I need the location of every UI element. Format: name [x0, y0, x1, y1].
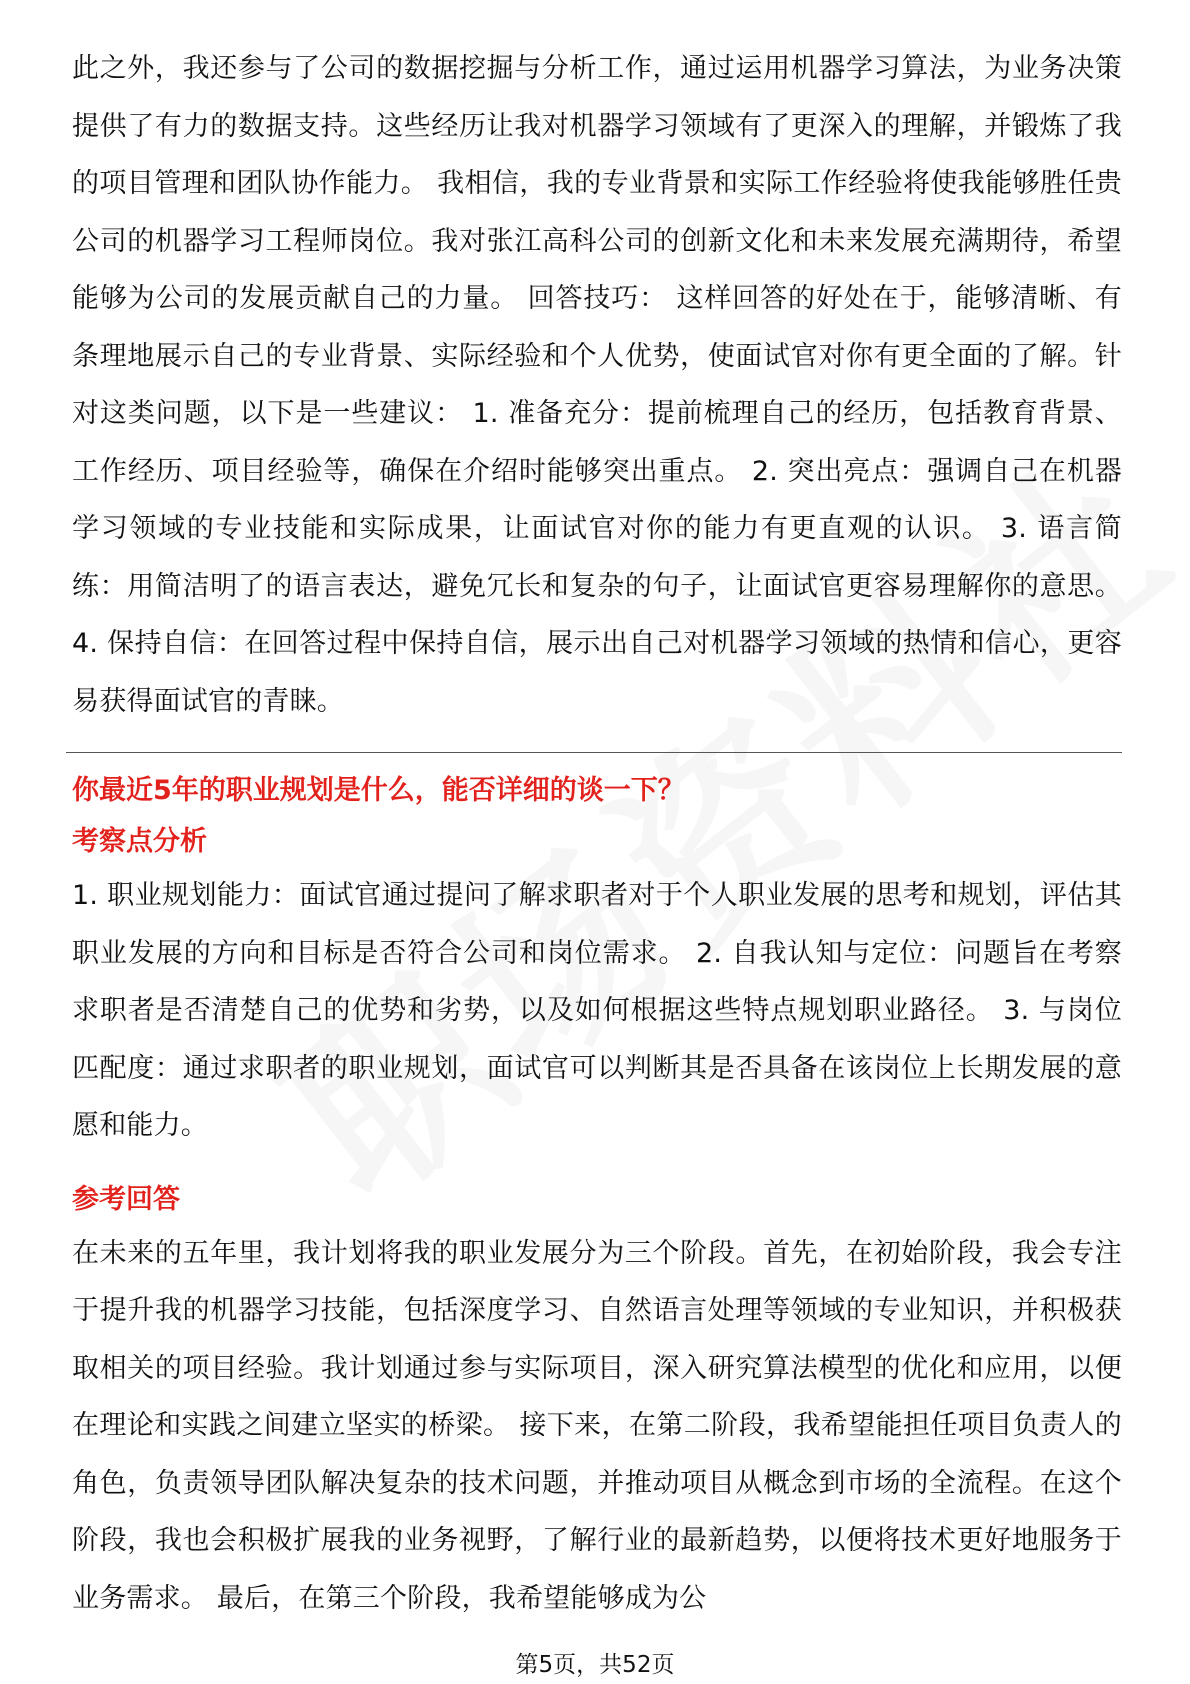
answer-title: 参考回答 — [72, 1183, 180, 1215]
question-heading: 你最近5年的职业规划是什么，能否详细的谈一下？ — [72, 775, 685, 806]
analysis-body: 1. 职业规划能力：面试官通过提问了解求职者对于个人职业发展的思考和规划，评估其职业发展的方向和目标是否符合公司和岗位需求。 2. 自我认知与定位：问题旨在考察求职者是否清楚自己的优势和劣势，以及如何根据这些特点规划职业路径。 3. 与岗位匹配度：通过求职者的职业规划，面试官可以判断其是否具备在该岗位上长期发展的意愿和能力。 — [72, 880, 1122, 1141]
analysis-title: 考察点分析 — [72, 826, 207, 857]
intro-paragraph: 此之外，我还参与了公司的数据挖掘与分析工作，通过运用机器学习算法，为业务决策提供了有力的数据支持。这些经历让我对机器学习领域有了更深入的理解，并锻炼了我的项目管理和团队协作能力。 我相信，我的专业背景和实际工作经验将使我能够胜任贵公司的机器学习工程师岗位。我对张江高科公司的创新文化和未来发展充满期待，希望能够为公司的发展贡献自己的力量。 回答技巧： 这样回答的好处在于，能够清晰、有条理地展示自己的专业背景、实际经验和个人优势，使面试官对你有更全面的了解。针对这类问题，以下是一些建议： 1. 准备充分：提前梳理自己的经历，包括教育背景、工作经历、项目经验等，确保在介绍时能够突出重点。 2. 突出亮点：强调自己在机器学习领域的专业技能和实际成果，让面试官对你的能力有更直观的认识。 3. 语言简练：用简洁明了的语言表达，避免冗长和复杂的句子，让面试官更容易理解你的意思。 4. 保持自信：在回答过程中保持自信，展示出自己对机器学习领域的热情和信心，更容易获得面试官的青睐。 — [72, 53, 1122, 717]
page-content — [72, 40, 1122, 1627]
section-gap — [72, 1155, 1122, 1175]
section-divider — [66, 752, 1122, 753]
answer-body: 在未来的五年里，我计划将我的职业发展分为三个阶段。首先，在初始阶段，我会专注于提升我的机器学习技能，包括深度学习、自然语言处理等领域的专业知识，并积极获取相关的项目经验。我计划通过参与实际项目，深入研究算法模型的优化和应用，以便在理论和实践之间建立坚实的桥梁。 接下来，在第二阶段，我希望能担任项目负责人的角色，负责领导团队解决复杂的技术问题，并推动项目从概念到市场的全流程。在这个阶段，我也会积极扩展我的业务视野，了解行业的最新趋势，以便将技术更好地服务于业务需求。 最后，在第三个阶段，我希望能够成为公 — [72, 1237, 1122, 1614]
page-number-footer: 第5页，共52页 — [515, 1652, 675, 1678]
